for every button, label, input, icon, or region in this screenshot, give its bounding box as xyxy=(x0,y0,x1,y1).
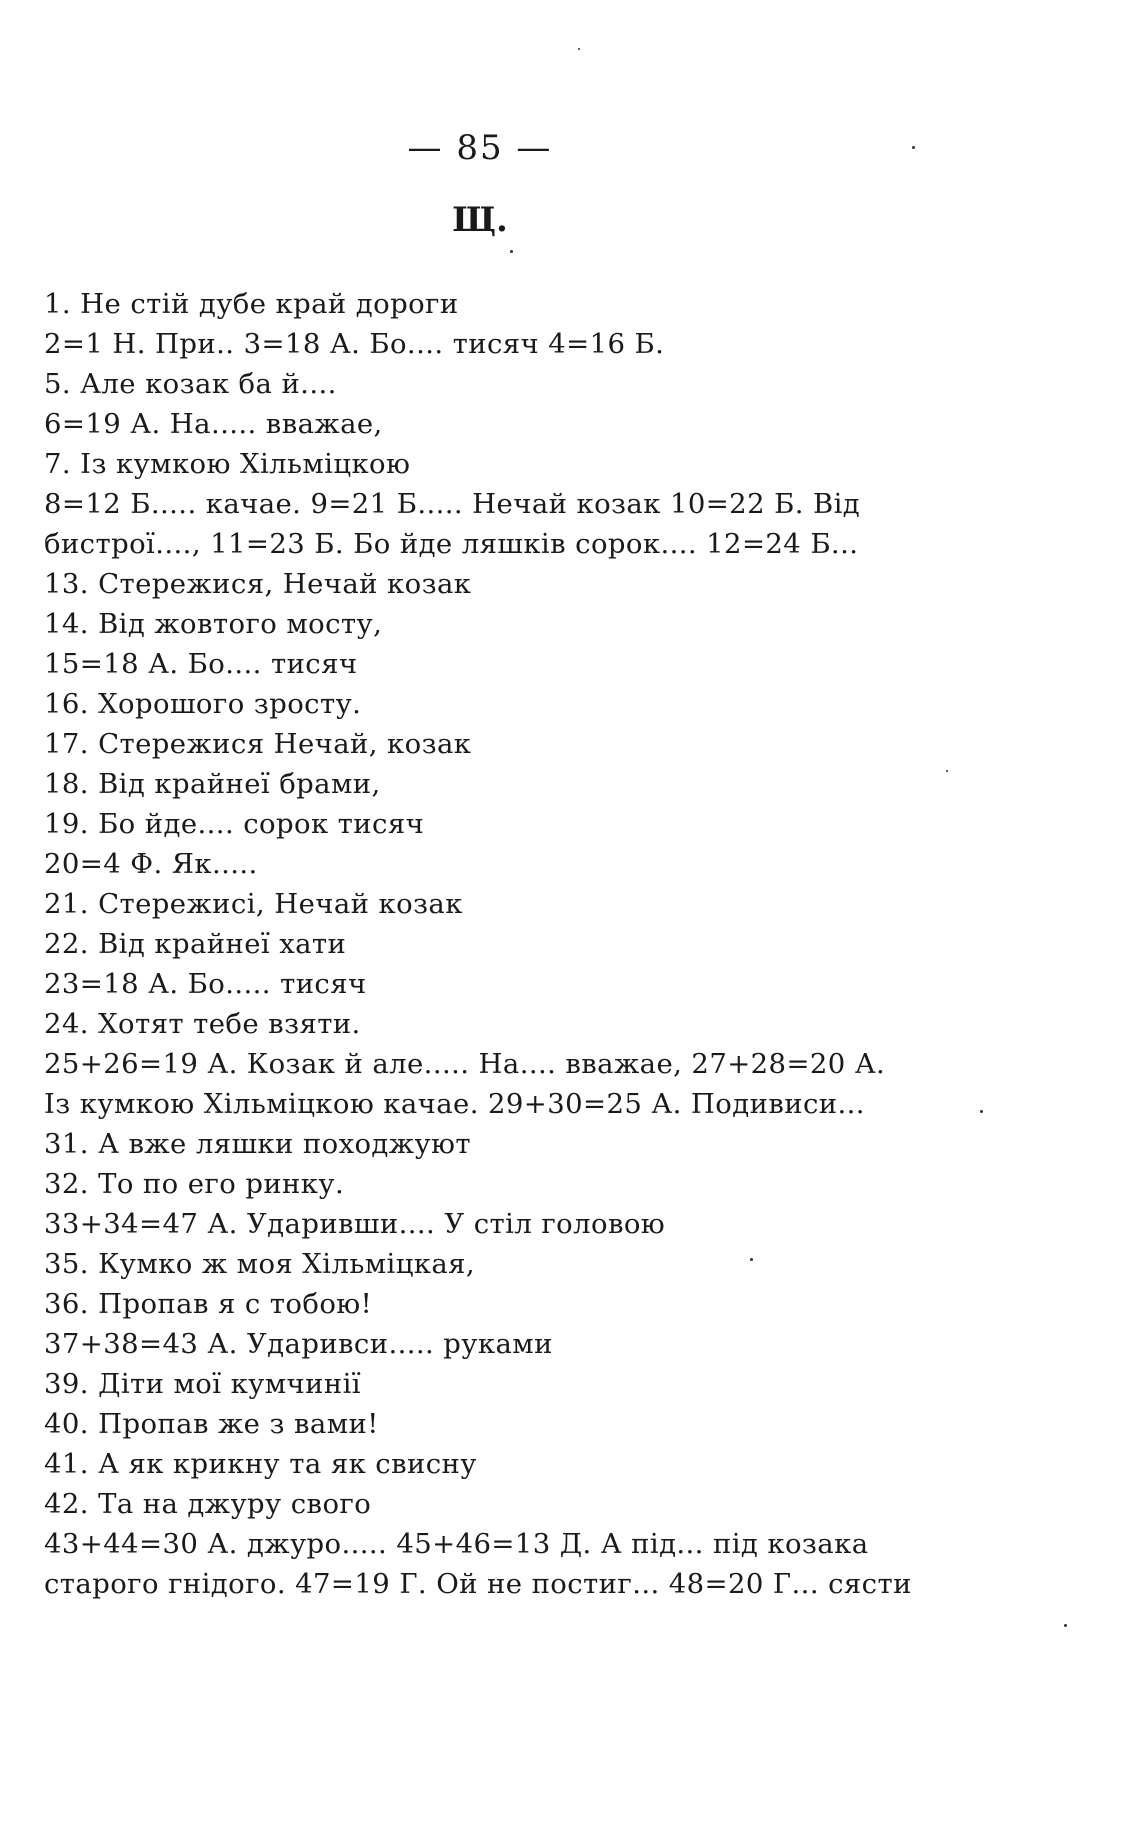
text-line: 1. Не стій дубе край дороги xyxy=(44,288,459,320)
text-line: 25+26=19 А. Козак й але..... На.... вважае, 27+28=20 А. xyxy=(44,1048,886,1080)
scan-speck xyxy=(1064,1624,1067,1627)
text-line: 14. Від жовтого мосту, xyxy=(44,608,383,640)
text-line: 23=18 А. Бо..... тисяч xyxy=(44,968,367,1000)
text-line: 32. То по его ринку. xyxy=(44,1168,345,1200)
text-line: 17. Стережися Нечай, козак xyxy=(44,728,472,760)
text-line: 42. Та на джуру свого xyxy=(44,1488,372,1520)
text-line: 7. Із кумкою Хільміцкою xyxy=(44,448,411,480)
text-line: бистрої...., 11=23 Б. Бо йде ляшків сорок.... 12=24 Б... xyxy=(44,528,859,560)
text-line: 5. Але козак ба й.... xyxy=(44,368,337,400)
text-line: 8=12 Б..... качае. 9=21 Б..... Нечай козак 10=22 Б. Від xyxy=(44,488,861,520)
text-line: 35. Кумко ж моя Хільміцкая, xyxy=(44,1248,476,1280)
text-line: 21. Стережисі, Нечай козак xyxy=(44,888,463,920)
scan-speck xyxy=(750,1258,753,1261)
text-line: 18. Від крайнеї брами, xyxy=(44,768,381,800)
text-line: 6=19 А. На..... вважае, xyxy=(44,408,383,440)
text-line: 2=1 Н. При.. 3=18 А. Бо.... тисяч 4=16 Б. xyxy=(44,328,665,360)
text-line: 37+38=43 А. Ударивси..... руками xyxy=(44,1328,553,1360)
text-line: Із кумкою Хільміцкою качае. 29+30=25 А. Подивиси... xyxy=(44,1088,865,1120)
scan-speck xyxy=(912,146,915,149)
text-line: 40. Пропав же з вами! xyxy=(44,1408,379,1440)
scan-speck xyxy=(510,250,513,253)
text-line: 22. Від крайнеї хати xyxy=(44,928,347,960)
text-line: 33+34=47 А. Ударивши.... У стіл головою xyxy=(44,1208,666,1240)
scan-speck xyxy=(946,770,948,772)
text-lines xyxy=(44,284,944,1604)
page-number: — 85 — xyxy=(407,128,553,168)
text-line: 39. Діти мої кумчинії xyxy=(44,1368,361,1400)
scan-speck xyxy=(578,48,580,50)
text-line: 31. А вже ляшки походжуют xyxy=(44,1128,471,1160)
text-line: старого гнідого. 47=19 Г. Ой не постиг... 48=20 Г... сясти xyxy=(44,1568,912,1600)
text-line: 36. Пропав я с тобою! xyxy=(44,1288,373,1320)
text-line: 13. Стережися, Нечай козак xyxy=(44,568,472,600)
text-line: 16. Хорошого зросту. xyxy=(44,688,362,720)
scan-speck xyxy=(980,1110,983,1113)
text-line: 19. Бо йде.... сорок тисяч xyxy=(44,808,425,840)
text-line: 41. А як крикну та як свисну xyxy=(44,1448,477,1480)
text-line: 20=4 Ф. Як..... xyxy=(44,848,258,880)
text-line: 15=18 А. Бо.... тисяч xyxy=(44,648,358,680)
text-line: 43+44=30 А. джуро..... 45+46=13 Д. А під... під козака xyxy=(44,1528,869,1560)
text-line: 24. Хотят тебе взяти. xyxy=(44,1008,361,1040)
section-title: Щ. xyxy=(452,200,508,240)
